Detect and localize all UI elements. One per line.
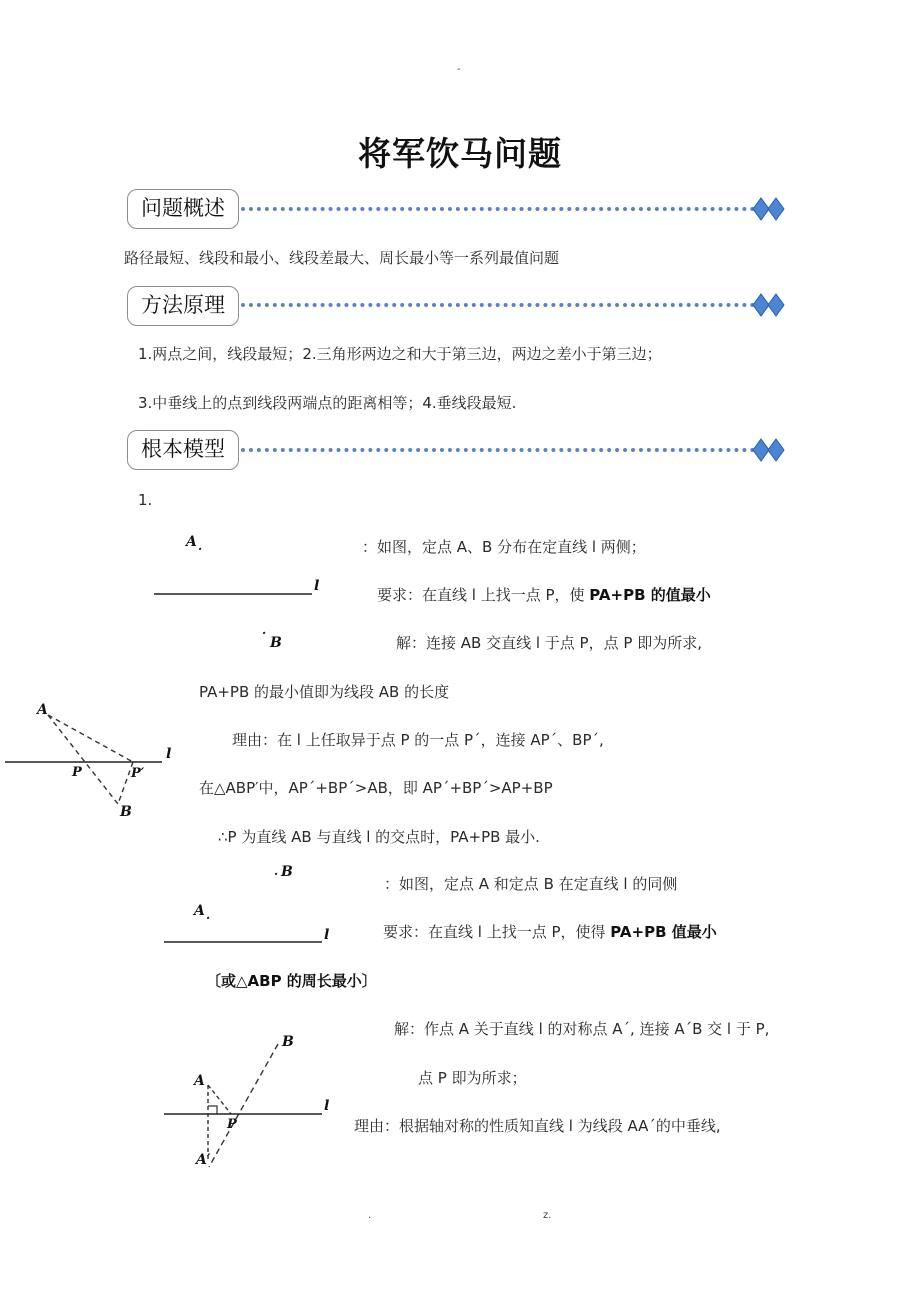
case1-reason: 理由：在 l 上任取异于点 P 的一点 P´，连接 AP´、BP´, — [232, 731, 604, 749]
case2-requirement — [383, 922, 717, 942]
case2-reason: 理由：根据轴对称的性质知直线 l 为线段 AA´的中垂线, — [354, 1117, 721, 1135]
overview-text: 路径最短、线段和最小、线段差最大、周长最小等一系列最值问题 — [124, 249, 560, 267]
footer-left-mark: . — [368, 1210, 372, 1221]
case2-require-bold: PA+PB 值最小 — [610, 923, 717, 941]
figure-two-sides-setup — [140, 525, 340, 655]
case1-solution: 解：连接 AB 交直线 l 于点 P，点 P 即为所求, — [396, 634, 702, 652]
case1-triangle: 在△ABP′中，AP´+BP´>AB，即 AP´+BP´>AP+BP — [199, 779, 553, 797]
point-a-label: A — [194, 1073, 205, 1089]
point-a-prime-label: A′ — [196, 1152, 211, 1168]
line-l-label: l — [324, 1098, 330, 1114]
figure-same-side-solution — [155, 1022, 355, 1172]
segment-ap-prime — [48, 715, 133, 762]
point-a-dot: . — [206, 908, 211, 922]
section-divider-overview — [241, 207, 755, 211]
case1-require-bold: PA+PB 的值最小 — [589, 586, 711, 604]
case1-min-value: PA+PB 的最小值即为线段 AB 的长度 — [199, 683, 450, 701]
case1-requirement — [377, 585, 711, 605]
point-a-label: A — [194, 903, 205, 919]
point-b-dot: . — [274, 864, 279, 878]
line-l-label: l — [324, 927, 330, 943]
diamond-ornament-icon — [752, 197, 786, 221]
segment-ab — [48, 715, 118, 804]
case2-solution: 解：作点 A 关于直线 l 的对称点 A´, 连接 A´B 交 l 于 P, — [394, 1020, 770, 1038]
footer-right-mark: z. — [543, 1210, 552, 1221]
case1-given: ：如图，定点 A、B 分布在定直线 l 两侧； — [362, 538, 646, 556]
segment-ap — [208, 1085, 231, 1114]
point-a-dot: . — [198, 539, 203, 553]
figure-two-sides-solution — [0, 695, 190, 825]
header-mark: - — [457, 64, 461, 75]
point-b-label: B — [282, 1034, 294, 1050]
section-heading-overview: 问题概述 — [127, 189, 239, 229]
page-title: 将军饮马问题 — [358, 134, 562, 173]
point-p-label: P — [72, 765, 82, 780]
right-angle-mark — [208, 1106, 217, 1114]
point-p-label: P — [227, 1117, 237, 1132]
line-l-label: l — [314, 578, 320, 594]
point-p-prime-label: P′ — [131, 766, 145, 781]
case2-require-text: 要求：在直线 l 上找一点 P，使得 — [383, 923, 611, 941]
figure-same-side-setup — [150, 855, 350, 955]
case1-require-text: 要求：在直线 l 上找一点 P，使 — [377, 586, 590, 604]
case2-solution-cont: 点 P 即为所求； — [418, 1069, 527, 1087]
principle-line-2: 3.中垂线上的点到线段两端点的距离相等；4.垂线段最短. — [138, 394, 517, 412]
point-a-label: A — [37, 702, 48, 718]
point-b-dot: . — [262, 623, 267, 637]
case2-alternative: 〔或△ABP 的周长最小〕 — [206, 972, 377, 990]
segment-a-prime-b — [209, 1044, 278, 1167]
case2-given: ：如图，定点 A 和定点 B 在定直线 l 的同侧 — [384, 875, 678, 893]
point-a-label: A — [186, 534, 197, 550]
section-divider-principle — [241, 303, 755, 307]
case1-conclusion: ∴P 为直线 AB 与直线 l 的交点时，PA+PB 最小. — [218, 828, 540, 846]
point-b-label: B — [281, 864, 293, 880]
point-b-label: B — [120, 804, 132, 820]
section-heading-model: 根本模型 — [127, 430, 239, 470]
diamond-ornament-icon — [752, 293, 786, 317]
line-l-label: l — [166, 746, 172, 762]
principle-line-1: 1.两点之间，线段最短；2.三角形两边之和大于第三边，两边之差小于第三边； — [138, 345, 662, 363]
diamond-ornament-icon — [752, 438, 786, 462]
section-heading-principle: 方法原理 — [127, 286, 239, 326]
section-divider-model — [241, 448, 755, 452]
model-index: 1. — [138, 491, 153, 509]
point-b-label: B — [270, 635, 282, 651]
